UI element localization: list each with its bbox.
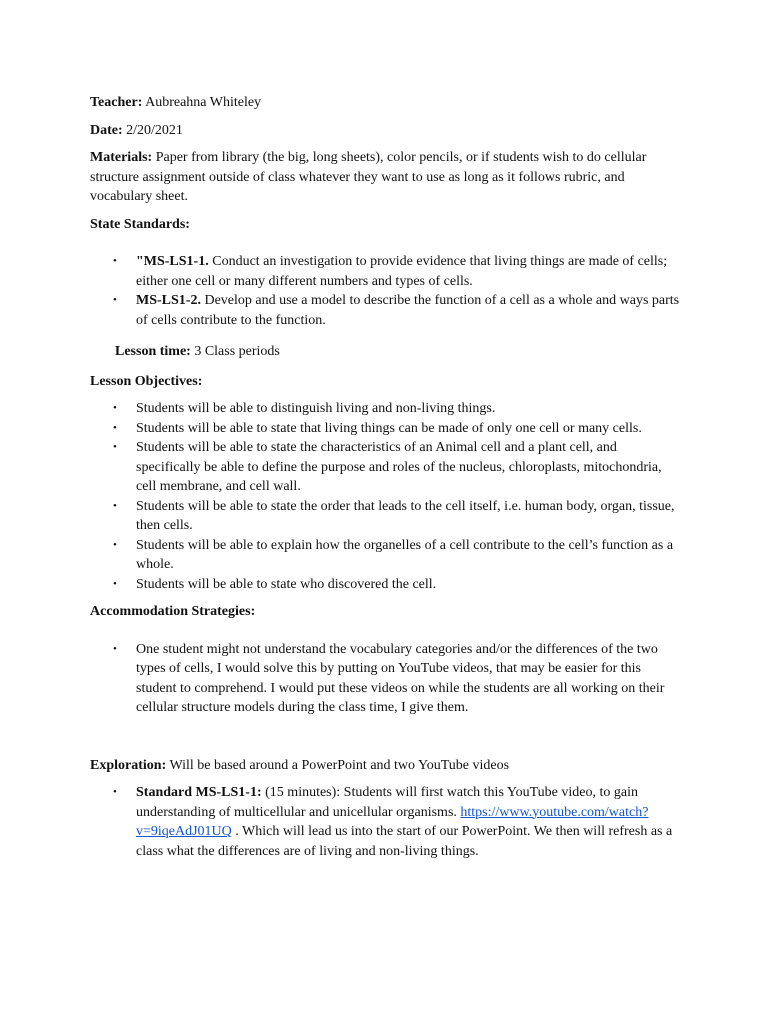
bullet-icon: • — [113, 499, 117, 512]
lesson-time-value: 3 Class periods — [190, 344, 280, 359]
date-line — [90, 121, 680, 141]
accommodation-heading: Accommodation Strategies: — [90, 604, 256, 619]
list-item — [90, 783, 680, 861]
list-item — [90, 536, 680, 575]
accommodation-text: One student might not understand the vocabulary categories and/or the differences of the two types of cells, I would solve this by putting on YouTube videos, that may be easier for this student to comprehend. I would put these videos on while the students are all working on their cellular structure models during the class time, I give them. — [136, 641, 665, 715]
objective-text: Students will be able to state the characteristics of an Animal cell and a plant cell, and specifically be able to define the purpose and roles of the nucleus, chloroplasts, mitochondria, cell membrane, and cell wall. — [136, 440, 662, 494]
lesson-objectives-list — [90, 399, 680, 594]
lesson-time-line — [90, 342, 680, 362]
list-item — [90, 252, 680, 291]
objective-text: Students will be able to explain how the organelles of a cell contribute to the cell’s function as a whole. — [136, 537, 674, 572]
spacer — [90, 730, 680, 756]
standard-code: Standard MS-LS1-1: — [136, 785, 262, 800]
bullet-icon: • — [113, 441, 117, 453]
bullet-icon: • — [113, 402, 117, 414]
exploration-text-before: (15 minutes): Students will first watch this YouTube video, to gain understanding of multicellular and unicellular organisms. — [136, 785, 638, 820]
objective-text: Students will be able to distinguish living and non-living things. — [136, 401, 496, 416]
youtube-link[interactable]: https://www.youtube.com/watch?v=9iqeAdJ01UQ — [136, 804, 649, 839]
lesson-time-label: Lesson time: — [115, 344, 191, 359]
standard-text: Conduct an investigation to provide evidence that living things are made of cells; either one cell or many different numbers and types of cells. — [136, 254, 668, 289]
bullet-icon: • — [113, 786, 117, 798]
list-item — [90, 640, 680, 718]
exploration-line — [90, 756, 680, 776]
exploration-text-after: . Which will lead us into the start of our PowerPoint. We then will refresh as a class what the differences are of living and non-living things. — [136, 824, 673, 859]
bullet-icon: • — [113, 421, 117, 434]
accommodation-list — [90, 640, 680, 718]
list-item — [90, 497, 680, 536]
standard-text: Develop and use a model to describe the function of a cell as a whole and ways parts of cells contribute to the function. — [136, 293, 680, 328]
teacher-value: Aubreahna Whiteley — [142, 95, 262, 110]
state-standards-heading: State Standards: — [90, 216, 190, 232]
materials-label: Materials: — [90, 150, 153, 165]
materials-value: Paper from library (the big, long sheets), color pencils, or if students wish to do cellular structure assignment outside of class whatever they want to use as long as it follows rubric, and vocabulary sheet. — [90, 150, 647, 204]
list-item — [90, 419, 680, 439]
bullet-icon: • — [113, 294, 117, 306]
objective-text: Students will be able to state who discovered the cell. — [136, 576, 437, 592]
state-standards-list — [90, 252, 680, 330]
list-item — [90, 438, 680, 497]
bullet-icon: • — [113, 642, 117, 655]
date-label: Date: — [90, 122, 123, 138]
date-value: 2/20/2021 — [122, 122, 183, 138]
exploration-label: Exploration: — [90, 757, 167, 773]
standard-code: "MS-LS1-1. — [136, 254, 209, 269]
teacher-label: Teacher: — [90, 95, 143, 110]
teacher-line — [90, 93, 680, 113]
objective-text: Students will be able to state the order that leads to the cell itself, i.e. human body, organ, tissue, then cells. — [136, 498, 675, 533]
objective-text: Students will be able to state that living things can be made of only one cell or many cells. — [136, 420, 642, 436]
lesson-objectives-heading: Lesson Objectives: — [90, 373, 203, 389]
exploration-list — [90, 783, 680, 861]
bullet-icon: • — [113, 255, 117, 267]
bullet-icon: • — [113, 538, 117, 551]
exploration-value: Will be based around a PowerPoint and two YouTube videos — [166, 757, 510, 773]
list-item — [90, 399, 680, 419]
materials-paragraph — [90, 148, 680, 207]
list-item — [90, 575, 680, 595]
bullet-icon: • — [113, 577, 117, 590]
list-item — [90, 291, 680, 330]
standard-code: MS-LS1-2. — [136, 293, 201, 308]
